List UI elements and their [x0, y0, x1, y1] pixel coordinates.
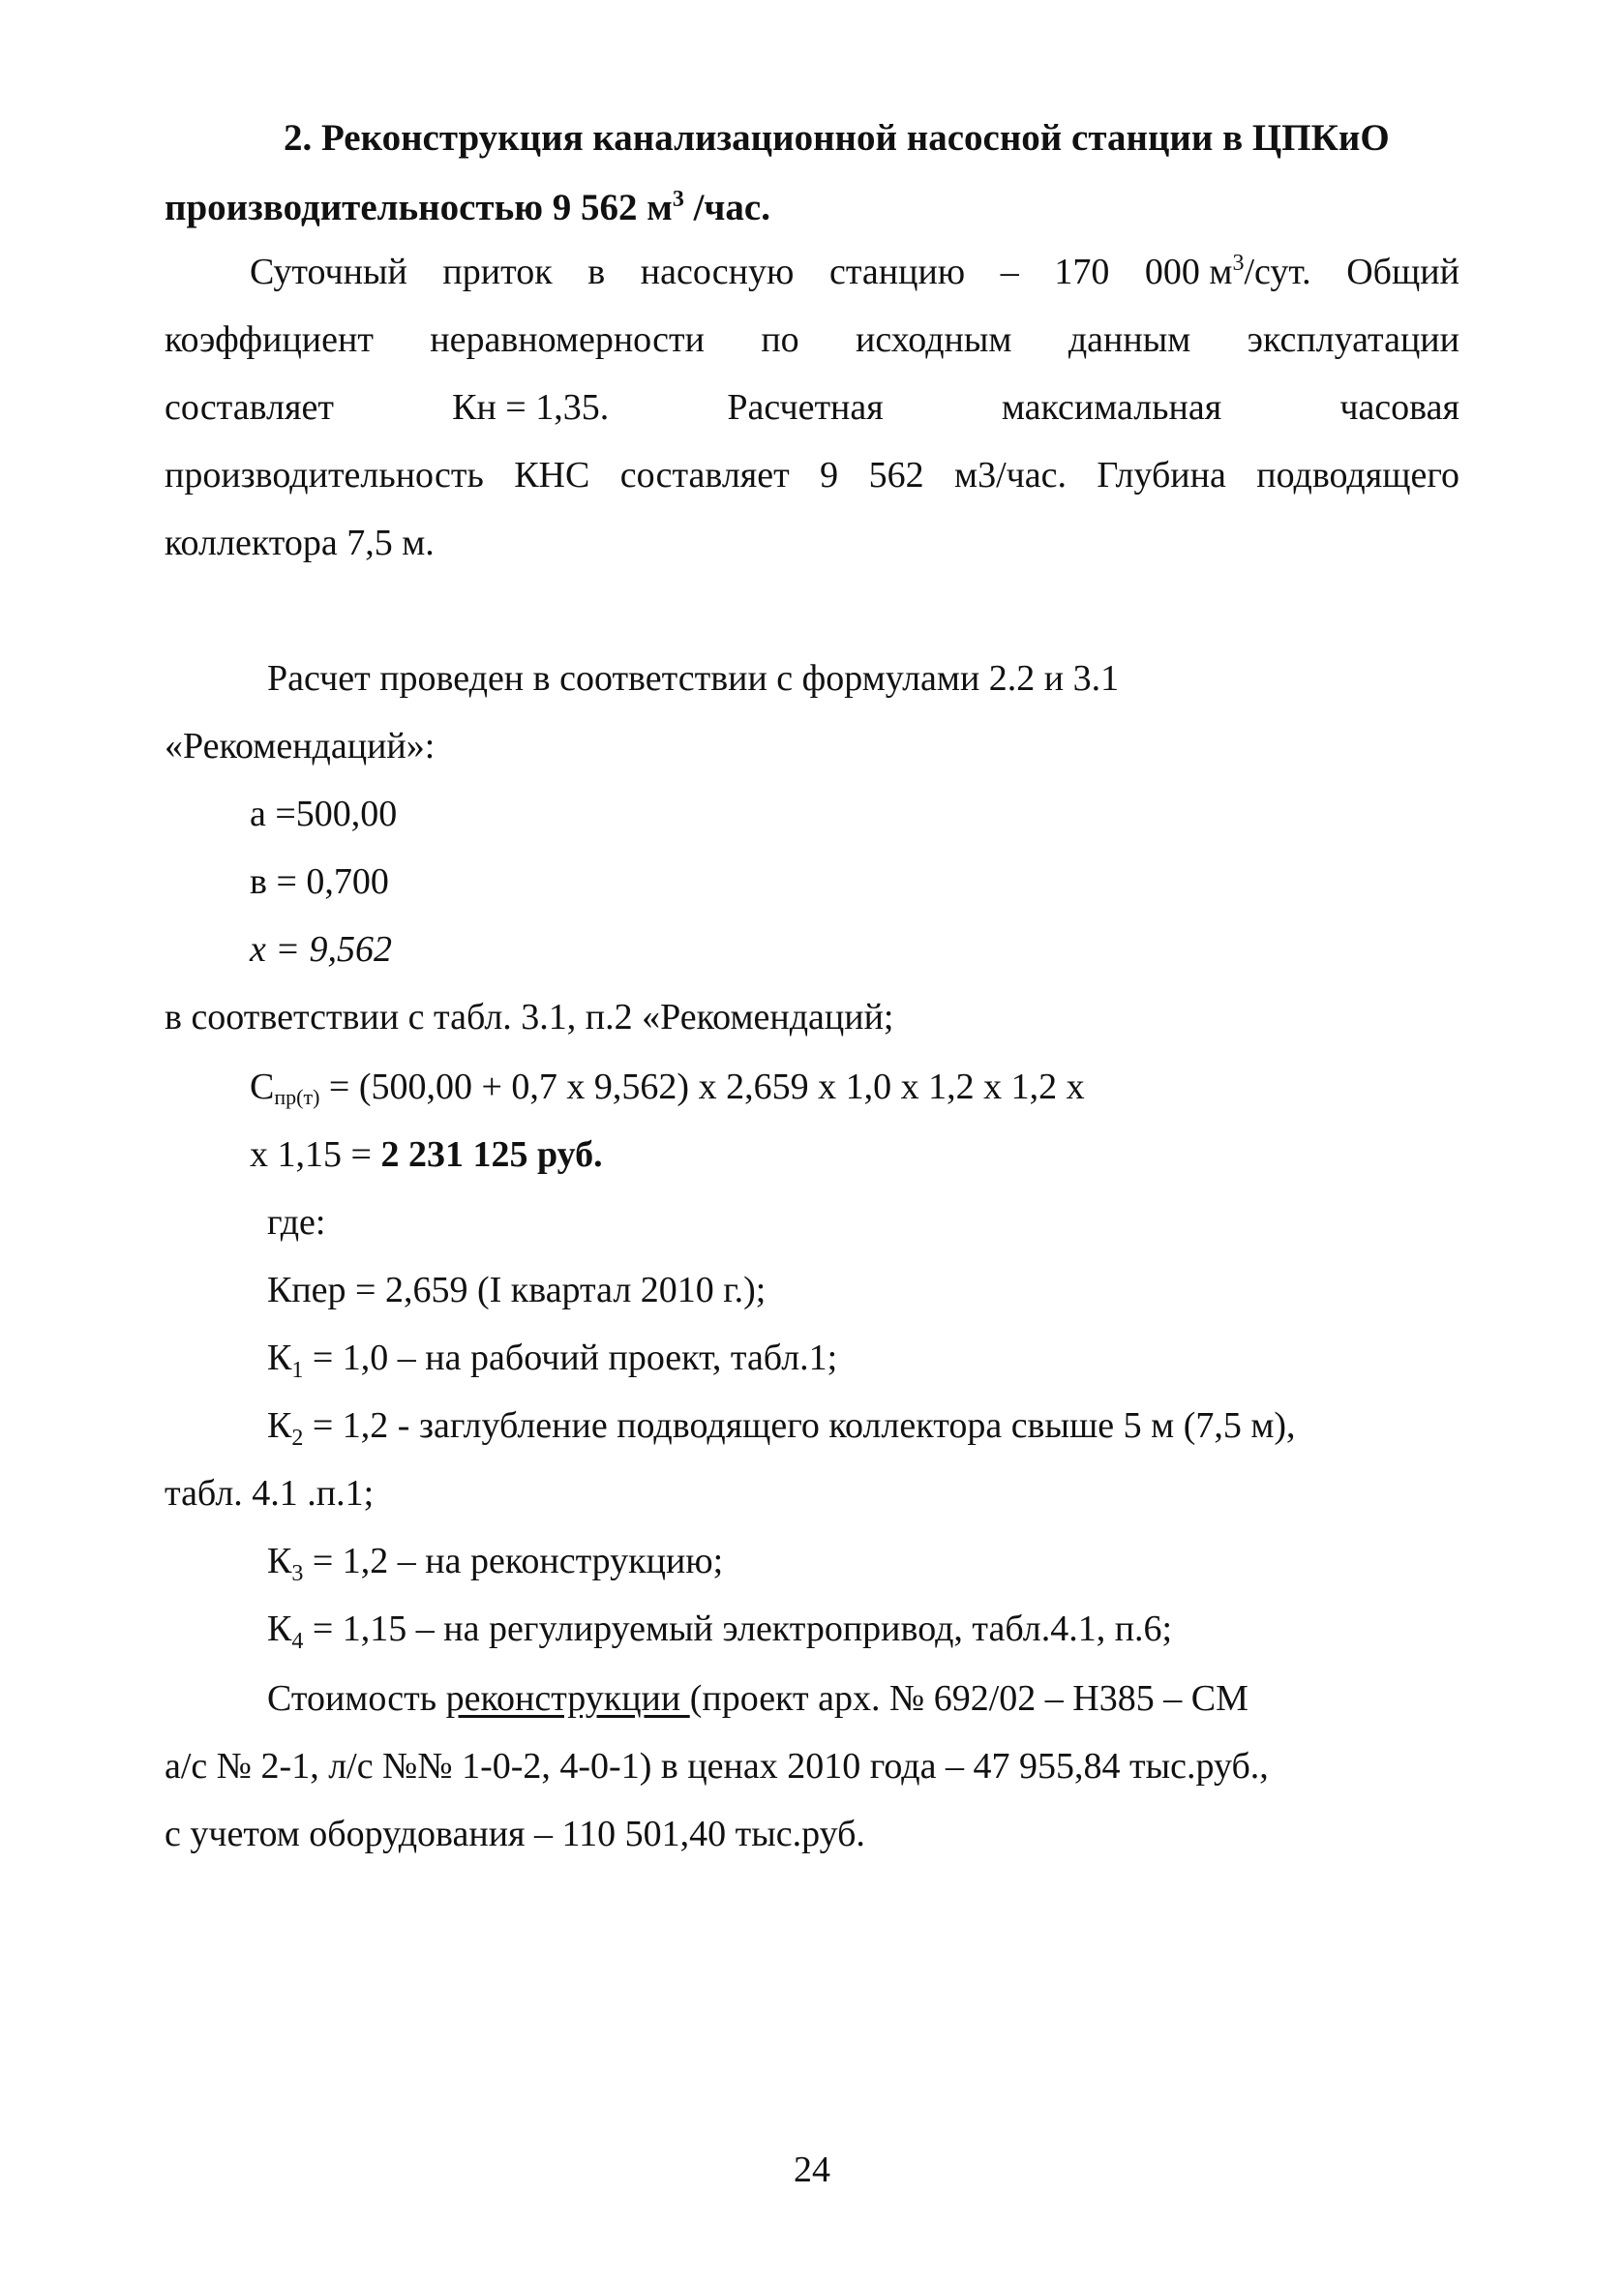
calc-basis-line-1 [267, 656, 1119, 701]
formula-symbol: С [250, 1067, 275, 1107]
intro-word: исходным [856, 319, 1012, 360]
intro-kn-value: Кн = 1,35. [452, 387, 610, 428]
param-a-text: а =500,00 [250, 794, 398, 834]
intro-word: коэффициент [165, 319, 374, 360]
cost-line-3 [165, 1812, 865, 1856]
param-x [250, 927, 392, 972]
param-b [250, 859, 389, 904]
formula-line-2 [250, 1132, 603, 1177]
intro-word: насосную [640, 252, 795, 292]
table-reference-text: в соответствии с табл. 3.1, п.2 «Рекомендаций; [165, 997, 894, 1037]
coef-k3 [267, 1539, 724, 1586]
intro-text-5: коллектора 7,5 м. [165, 523, 435, 563]
coef-k4-text: = 1,15 – на регулируемый электропривод, табл.4.1, п.6; [303, 1609, 1173, 1649]
coef-kper [267, 1268, 766, 1312]
intro-word: максимальная [1001, 387, 1222, 428]
intro-volume-number: 000 [1144, 252, 1200, 292]
where-text: где: [267, 1202, 326, 1243]
cost-line-3-text: с учетом оборудования – 110 501,40 тыс.руб. [165, 1814, 865, 1854]
intro-volume-unit: м [1209, 252, 1233, 292]
intro-volume-per: /сут. [1244, 252, 1311, 292]
coef-subscript: 4 [291, 1629, 304, 1654]
intro-word: приток [442, 252, 553, 292]
intro-text-4: производительность КНС составляет 9 562 м3/час. Глубина подводящего [165, 455, 1459, 496]
cost-line-1 [267, 1676, 1248, 1721]
coef-k2-continuation [165, 1471, 374, 1516]
intro-line-4 [165, 453, 1459, 497]
calc-basis-text-2: «Рекомендаций»: [165, 726, 436, 767]
intro-word: Суточный [250, 252, 407, 292]
intro-word: часовая [1339, 387, 1459, 428]
formula-line-1 [250, 1065, 1085, 1109]
formula-result: 2 231 125 руб. [380, 1134, 603, 1175]
heading-text-2-end: /час. [683, 187, 770, 228]
coef-k2 [267, 1403, 1296, 1451]
intro-line-1 [250, 250, 1459, 294]
intro-volume [1145, 250, 1311, 294]
intro-word: Общий [1346, 252, 1459, 292]
coef-kper-text: Кпер = 2,659 (I квартал 2010 г.); [267, 1270, 767, 1310]
intro-volume-superscript: 3 [1232, 251, 1245, 276]
heading-superscript: 3 [672, 187, 684, 212]
param-a [250, 792, 397, 836]
coef-symbol: К [267, 1609, 292, 1649]
coef-k2-cont-text: табл. 4.1 .п.1; [165, 1473, 375, 1514]
heading-line-1 [284, 116, 1390, 161]
page-number-text: 24 [794, 2150, 830, 2190]
page-number [0, 2149, 1624, 2191]
intro-word: неравномерности [430, 319, 705, 360]
intro-word: станцию [828, 252, 966, 292]
coef-k4 [267, 1607, 1173, 1654]
param-b-text: в = 0,700 [250, 861, 389, 902]
intro-word: в [587, 252, 606, 292]
intro-line-3 [165, 385, 1459, 430]
heading-text-1: 2. Реконструкция канализационной насосной станции в ЦПКиО [284, 117, 1390, 159]
intro-word: по [761, 319, 799, 360]
calc-basis-line-2 [165, 724, 435, 768]
intro-word: составляет [165, 387, 334, 428]
intro-word: – [1000, 252, 1019, 292]
intro-line-2 [165, 317, 1459, 362]
coef-subscript: 1 [291, 1358, 304, 1383]
coef-k2-text: = 1,2 - заглубление подводящего коллектора свыше 5 м (7,5 м), [303, 1405, 1296, 1446]
param-x-text: x = 9,562 [250, 929, 393, 970]
coef-subscript: 3 [291, 1561, 304, 1586]
coef-subscript: 2 [291, 1426, 304, 1451]
where-label [267, 1200, 325, 1245]
calc-basis-text-1: Расчет проведен в соответствии с формулами 2.2 и 3.1 [267, 658, 1120, 699]
formula-continuation: х 1,15 = [250, 1134, 381, 1175]
formula-expression: = (500,00 + 0,7 х 9,562) х 2,659 х 1,0 х 1,2 х 1,2 х [319, 1067, 1085, 1107]
intro-word: эксплуатации [1247, 319, 1459, 360]
cost-prefix: Стоимость [267, 1678, 446, 1719]
table-reference [165, 995, 893, 1039]
cost-project-ref: (проект арх. № 692/02 – Н385 – СМ [689, 1678, 1248, 1719]
coef-k3-text: = 1,2 – на реконструкцию; [303, 1541, 724, 1581]
intro-line-5 [165, 521, 435, 565]
coef-symbol: К [267, 1541, 292, 1581]
coef-symbol: К [267, 1338, 292, 1378]
cost-line-2-text: а/с № 2-1, л/с №№ 1-0-2, 4-0-1) в ценах 2010 года – 47 955,84 тыс.руб., [165, 1746, 1269, 1787]
heading-text-2: производительностью 9 562 м [165, 187, 673, 228]
cost-line-2 [165, 1744, 1269, 1789]
coef-k1 [267, 1336, 838, 1383]
coef-symbol: К [267, 1405, 292, 1446]
intro-word: Расчетная [727, 387, 884, 428]
cost-underlined: реконструкции [445, 1678, 690, 1719]
intro-word: 170 [1054, 252, 1110, 292]
formula-subscript: пр(т) [274, 1085, 320, 1109]
heading-line-2 [165, 186, 770, 230]
intro-word: данным [1068, 319, 1191, 360]
coef-k1-text: = 1,0 – на рабочий проект, табл.1; [303, 1338, 838, 1378]
